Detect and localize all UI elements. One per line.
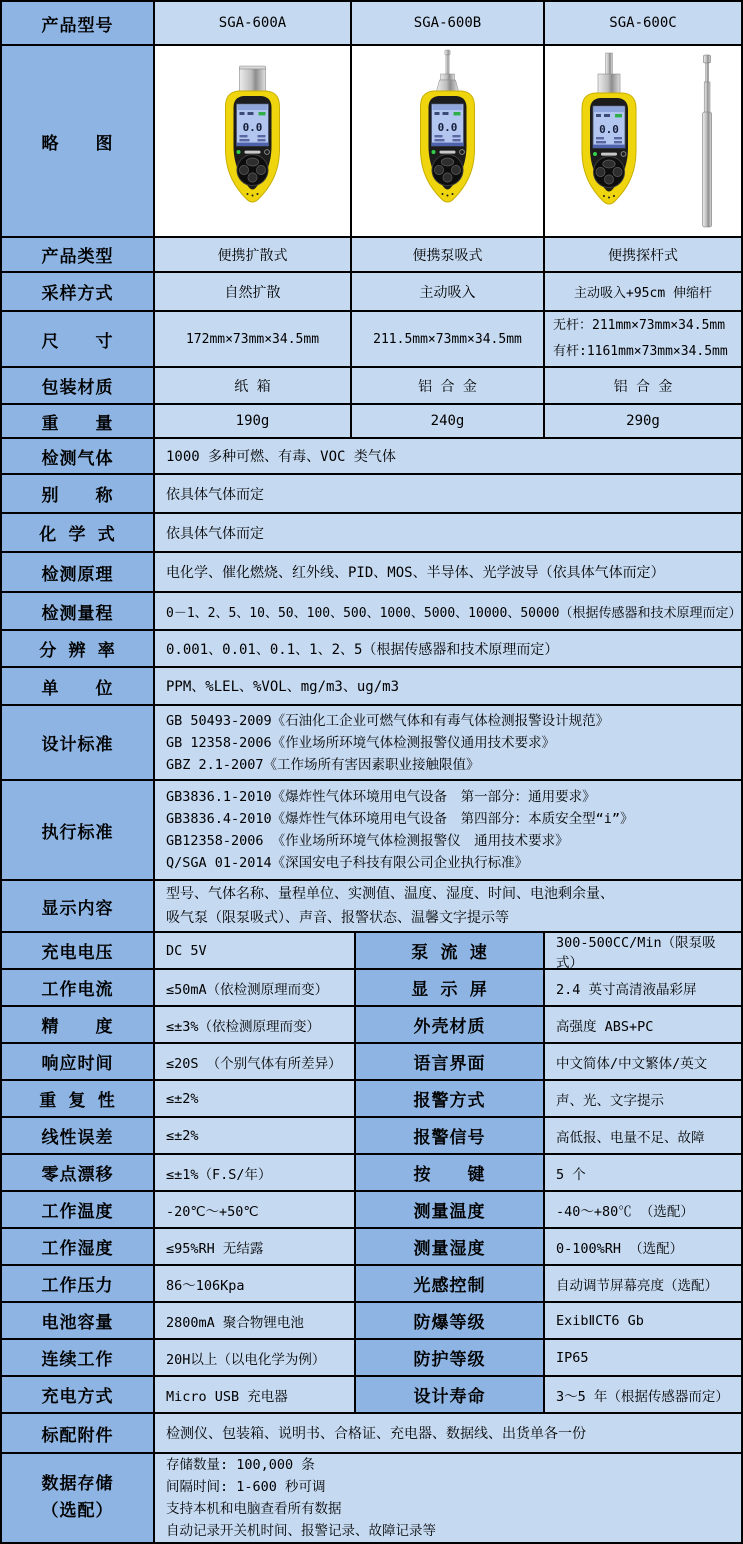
display-screen-value: 2.4 英寸高清液晶彩屏	[545, 970, 743, 1007]
model-name-b: SGA-600B	[352, 2, 545, 46]
row-label: 测量湿度	[356, 1229, 545, 1266]
row-label: 设计标准	[2, 706, 155, 781]
storage-label-line1: 数据存储	[41, 1474, 114, 1494]
dimensions-c-line1: 无杆：211mm×73mm×34.5mm	[553, 318, 726, 333]
response-time-value: ≤20S （个别气体有所差异）	[155, 1044, 356, 1081]
storage-line: 自动记录开关机时间、报警记录、故障记录等	[166, 1523, 436, 1539]
row-label: 响应时间	[2, 1044, 155, 1081]
data-storage-value	[155, 1454, 743, 1544]
alarm-mode-value: 声、光、文字提示	[545, 1081, 743, 1118]
standard-line: GB3836.1-2010《爆炸性气体环境用电气设备 第一部分：通用要求》	[166, 789, 596, 805]
design-life-value: 3～5 年（根据传感器而定）	[545, 1377, 743, 1414]
row-label: 精 度	[2, 1007, 155, 1044]
weight-b: 240g	[352, 405, 545, 439]
weight-c: 290g	[545, 405, 743, 439]
model-name-a: SGA-600A	[155, 2, 352, 46]
row-label: 别 称	[2, 475, 155, 514]
chemical-formula-value: 依具体气体而定	[155, 514, 743, 553]
packaging-a: 纸 箱	[155, 368, 352, 405]
row-label: 零点漂移	[2, 1155, 155, 1192]
working-temp-value: -20℃～+50℃	[155, 1192, 356, 1229]
pump-flow-value: 300-500CC/Min（限泵吸式）	[545, 933, 743, 970]
linearity-error-value: ≤±2%	[155, 1118, 356, 1155]
gas-detector-diffusion-illustration	[155, 47, 350, 235]
telescopic-rod-illustration	[703, 55, 712, 227]
sampling-b: 主动吸入	[352, 273, 545, 312]
alarm-signal-value: 高低报、电量不足、故障	[545, 1118, 743, 1155]
row-label: 光感控制	[356, 1266, 545, 1303]
dimensions-a: 172mm×73mm×34.5mm	[155, 312, 352, 368]
row-label: 检测量程	[2, 593, 155, 631]
row-label: 语言界面	[356, 1044, 545, 1081]
dimensions-b: 211.5mm×73mm×34.5mm	[352, 312, 545, 368]
sketch-cell-c	[545, 46, 743, 238]
device-screen-reading: 0.0	[599, 123, 619, 136]
dimensions-c-line2: 有杆:1161mm×73mm×34.5mm	[553, 344, 728, 359]
zero-drift-value: ≤±1%（F.S/年）	[155, 1155, 356, 1192]
working-pressure-value: 86～106Kpa	[155, 1266, 356, 1303]
row-label-model: 产品型号	[2, 2, 155, 46]
row-label: 检测气体	[2, 439, 155, 475]
weight-a: 190g	[155, 405, 352, 439]
storage-line: 间隔时间: 1-600 秒可调	[166, 1479, 326, 1495]
exec-standard-value	[155, 781, 743, 881]
footer-section	[2, 1414, 743, 1544]
gas-detector-probe-illustration	[545, 47, 741, 235]
standard-line: Q/SGA 01-2014《深国安电子科技有限公司企业执行标准》	[166, 855, 529, 871]
explosion-proof-value: ExibⅡCT6 Gb	[545, 1303, 743, 1340]
product-type-b: 便携泵吸式	[352, 238, 545, 273]
row-label: 外壳材质	[356, 1007, 545, 1044]
row-label: 显示内容	[2, 881, 155, 933]
row-label: 测量温度	[356, 1192, 545, 1229]
row-label: 报警信号	[356, 1118, 545, 1155]
model-name-c: SGA-600C	[545, 2, 743, 46]
product-section	[2, 2, 743, 439]
protection-rating-value: IP65	[545, 1340, 743, 1377]
accuracy-value: ≤±3%（依检测原理而变）	[155, 1007, 356, 1044]
product-type-c: 便携探杆式	[545, 238, 743, 273]
standard-line: GB3836.4-2010《爆炸性气体环境用电气设备 第四部分：本质安全型“i”》	[166, 811, 634, 827]
row-label: 泵 流 速	[356, 933, 545, 970]
standard-line: GB 12358-2006《作业场所环境气体检测报警仪通用技术要求》	[166, 734, 556, 751]
accessories-value: 检测仪、包装箱、说明书、合格证、充电器、数据线、出货单各一份	[155, 1414, 743, 1454]
row-label: 工作压力	[2, 1266, 155, 1303]
row-label: 包装材质	[2, 368, 155, 405]
display-line: 吸气泵（限泵吸式）、声音、报警状态、温馨文字提示等	[166, 910, 509, 926]
display-content-value	[155, 881, 743, 933]
row-label: 防爆等级	[356, 1303, 545, 1340]
row-label-data-storage	[2, 1454, 155, 1544]
row-label: 工作温度	[2, 1192, 155, 1229]
storage-line: 存储数量: 100,000 条	[166, 1457, 315, 1473]
paired-spec-section	[2, 933, 743, 1414]
storage-label-line2: （选配）	[41, 1501, 114, 1521]
sampling-a: 自然扩散	[155, 273, 352, 312]
standard-line: GBZ 2.1-2007《工作场所有害因素职业接触限值》	[166, 756, 480, 773]
row-label: 电池容量	[2, 1303, 155, 1340]
working-humidity-value: ≤95%RH 无结露	[155, 1229, 356, 1266]
row-label: 显 示 屏	[356, 970, 545, 1007]
standard-line: GB12358-2006 《作业场所环境气体检测报警仪 通用技术要求》	[166, 833, 569, 849]
row-label: 重 量	[2, 405, 155, 439]
row-label: 检测原理	[2, 553, 155, 593]
row-label: 按 键	[356, 1155, 545, 1192]
sketch-cell-b	[352, 46, 545, 238]
row-label: 分 辨 率	[2, 631, 155, 668]
packaging-c: 铝 合 金	[545, 368, 743, 405]
row-label: 充电电压	[2, 933, 155, 970]
unit-value: PPM、%LEL、%VOL、mg/m3、ug/m3	[155, 668, 743, 706]
design-standard-value	[155, 706, 743, 781]
light-control-value: 自动调节屏幕亮度（选配）	[545, 1266, 743, 1303]
row-label: 采样方式	[2, 273, 155, 312]
row-label: 设计寿命	[356, 1377, 545, 1414]
row-label: 标配附件	[2, 1414, 155, 1454]
principle-value: 电化学、催化燃烧、红外线、PID、MOS、半导体、光学波导（依具体气体而定）	[155, 553, 743, 593]
row-label: 连续工作	[2, 1340, 155, 1377]
row-label: 线性误差	[2, 1118, 155, 1155]
storage-line: 支持本机和电脑查看所有数据	[166, 1501, 342, 1517]
charge-voltage-value: DC 5V	[155, 933, 356, 970]
row-label: 重 复 性	[2, 1081, 155, 1118]
product-type-a: 便携扩散式	[155, 238, 352, 273]
dimensions-c	[545, 312, 743, 368]
alias-value: 依具体气体而定	[155, 475, 743, 514]
row-label: 尺 寸	[2, 312, 155, 368]
battery-capacity-value: 2800mA 聚合物锂电池	[155, 1303, 356, 1340]
row-label: 执行标准	[2, 781, 155, 881]
row-label-sketch: 略 图	[2, 46, 155, 238]
language-value: 中文简体/中文繁体/英文	[545, 1044, 743, 1081]
row-label: 充电方式	[2, 1377, 155, 1414]
row-label: 报警方式	[356, 1081, 545, 1118]
resolution-value: 0.001、0.01、0.1、1、2、5（根据传感器和技术原理而定）	[155, 631, 743, 668]
device-screen-reading: 0.0	[437, 121, 458, 134]
range-value: 0－1、2、5、10、50、100、500、1000、5000、10000、50000（根据传感器和技术原理而定）	[155, 593, 743, 631]
measure-temp-value: -40～+80℃ （选配）	[545, 1192, 743, 1229]
working-current-value: ≤50mA（依检测原理而变）	[155, 970, 356, 1007]
continuous-work-value: 20H以上（以电化学为例）	[155, 1340, 356, 1377]
sketch-cell-a	[155, 46, 352, 238]
display-line: 型号、气体名称、量程单位、实测值、温度、湿度、时间、电池剩余量、	[166, 886, 614, 902]
row-label: 化 学 式	[2, 514, 155, 553]
common-spec-section	[2, 439, 743, 933]
repeatability-value: ≤±2%	[155, 1081, 356, 1118]
charge-method-value: Micro USB 充电器	[155, 1377, 356, 1414]
shell-material-value: 高强度 ABS+PC	[545, 1007, 743, 1044]
row-label: 防护等级	[356, 1340, 545, 1377]
buttons-count-value: 5 个	[545, 1155, 743, 1192]
row-label: 产品类型	[2, 238, 155, 273]
packaging-b: 铝 合 金	[352, 368, 545, 405]
row-label: 工作湿度	[2, 1229, 155, 1266]
row-label: 单 位	[2, 668, 155, 706]
detect-gas-value: 1000 多种可燃、有毒、VOC 类气体	[155, 439, 743, 475]
device-screen-reading: 0.0	[242, 121, 263, 134]
measure-humidity-value: 0-100%RH （选配）	[545, 1229, 743, 1266]
gas-detector-pump-illustration	[352, 47, 543, 235]
sampling-c: 主动吸入+95cm 伸缩杆	[545, 273, 743, 312]
standard-line: GB 50493-2009《石油化工企业可燃气体和有毒气体检测报警设计规范》	[166, 712, 610, 729]
row-label: 工作电流	[2, 970, 155, 1007]
